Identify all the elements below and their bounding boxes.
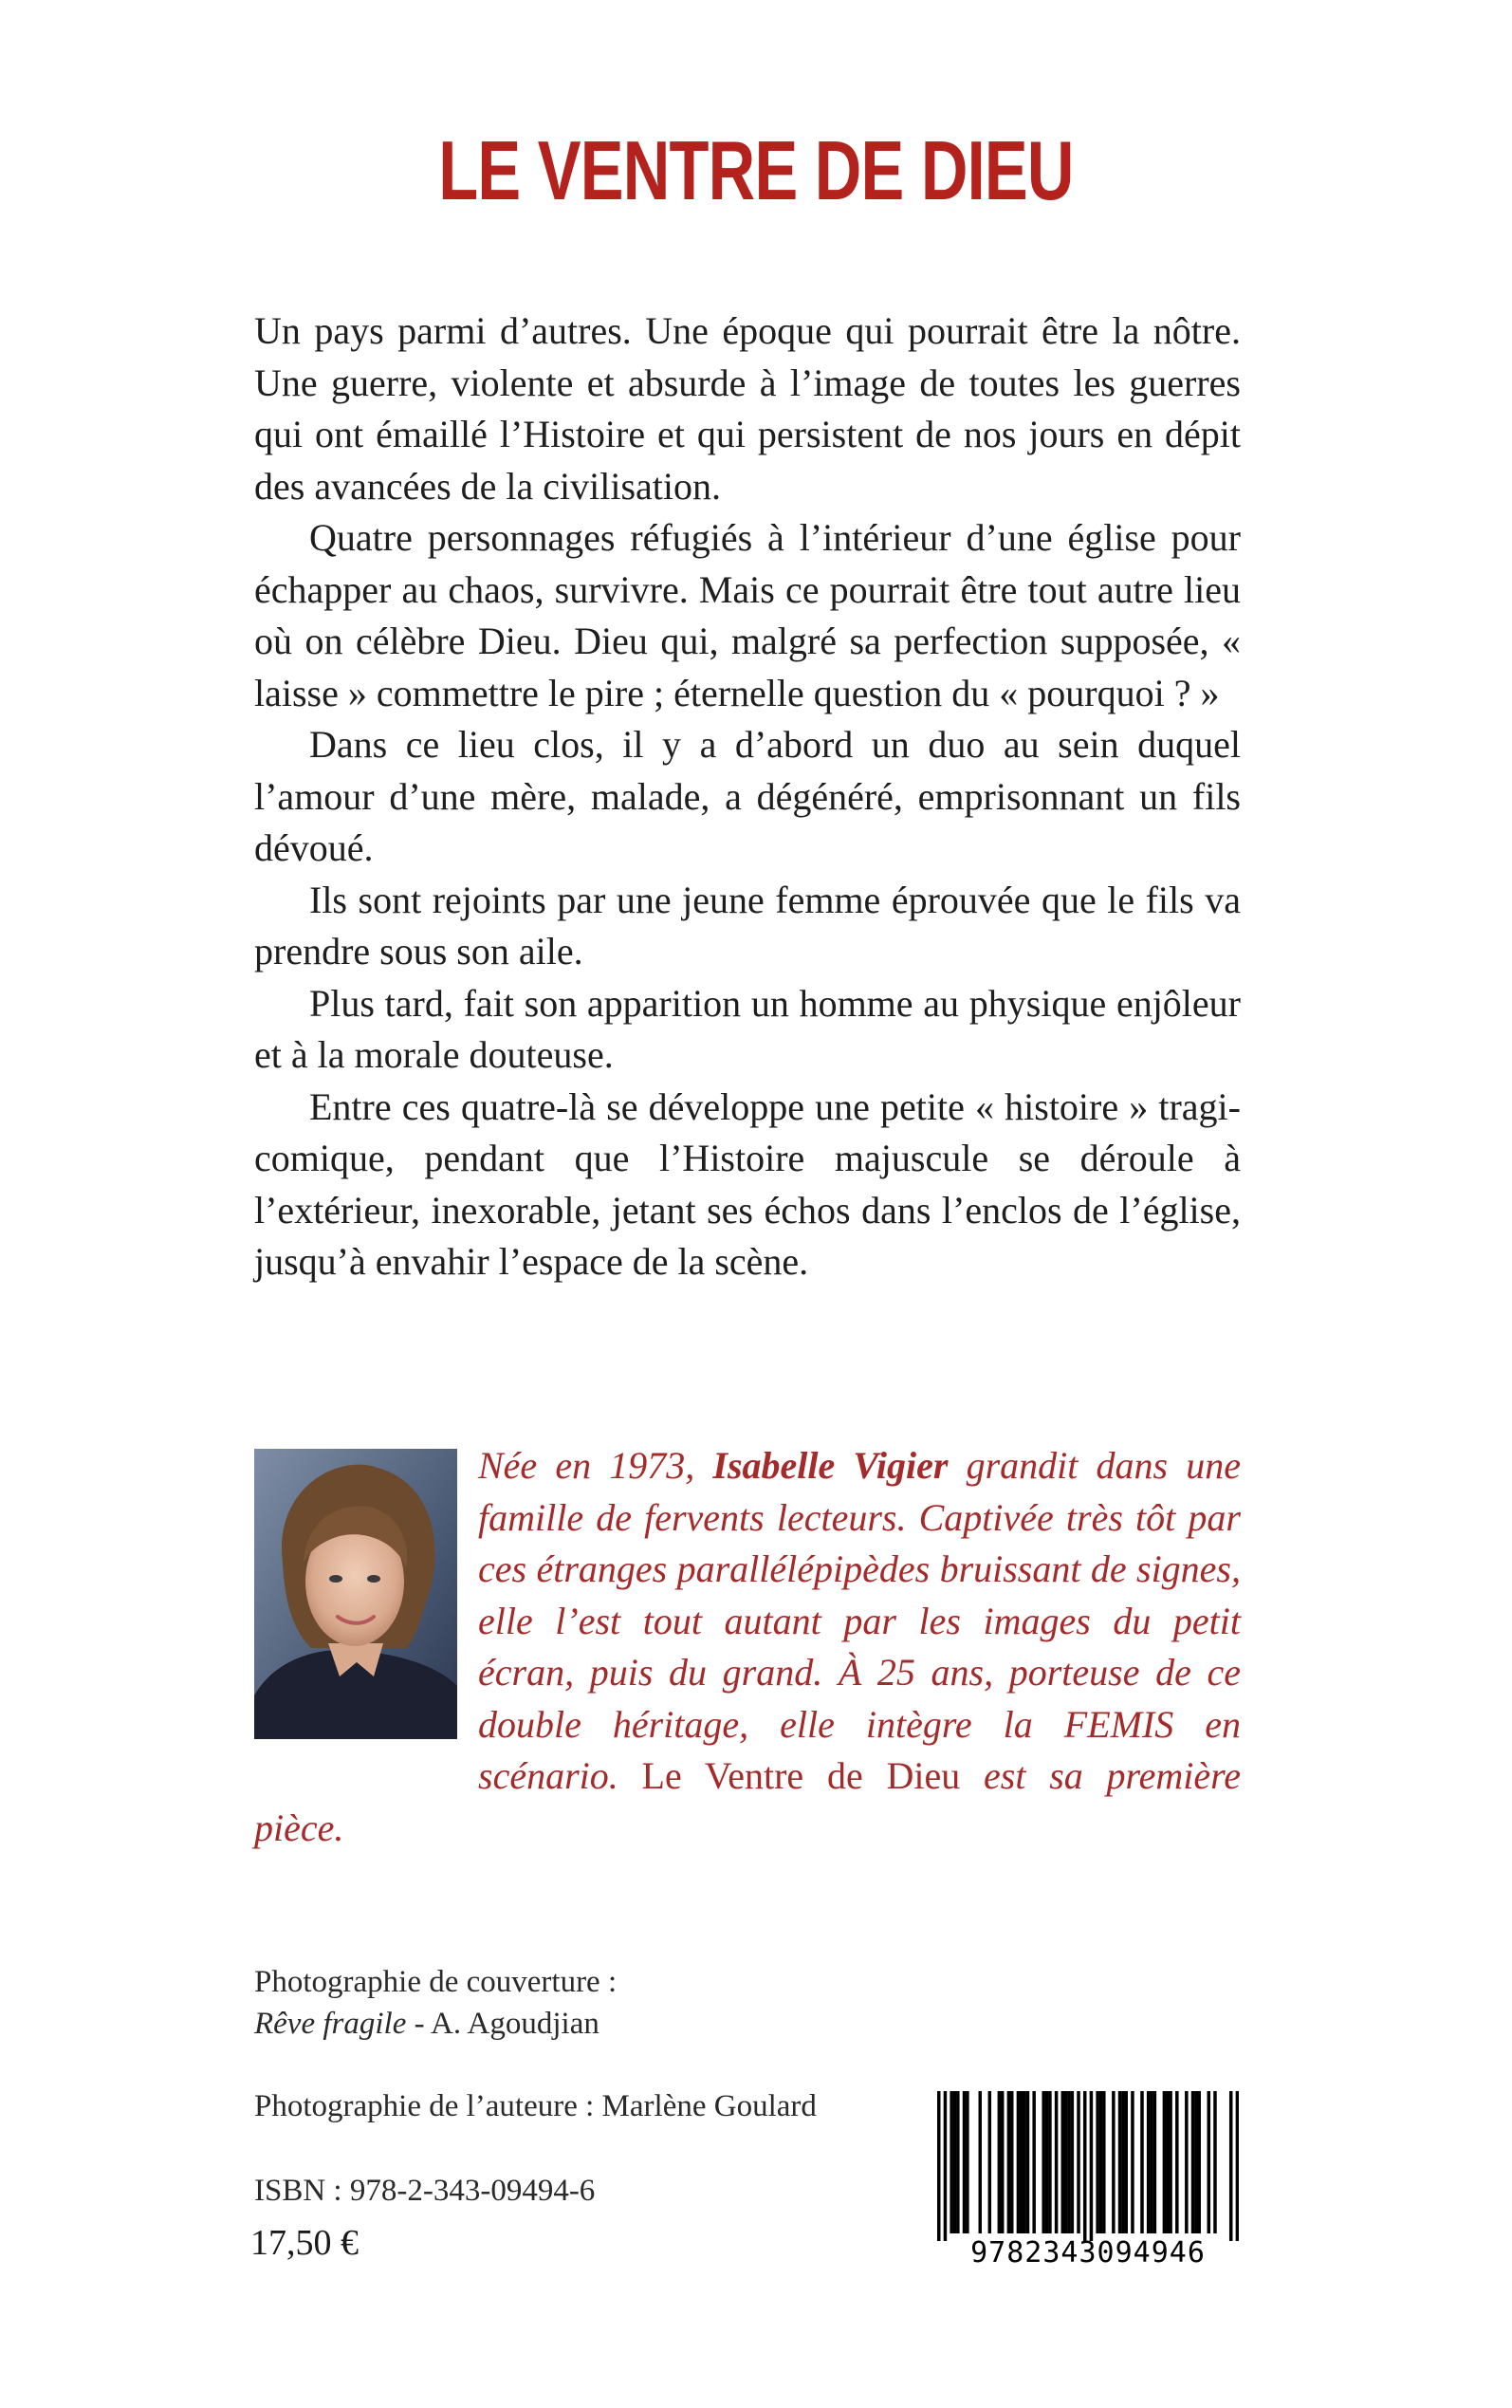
author-bio: [254, 1440, 1241, 1854]
barcode-bar: [1071, 2091, 1075, 2233]
barcode-bar: [1026, 2091, 1030, 2233]
bio-text: grandit dans une famille de fervents lecteurs. Captivée très tôt par ces étranges parallélépipèdes bruissant de signes, elle l’est tout autant par les images du petit écran, puis du grand. À 25 ans, porteuse de ce double héritage, elle intègre la FEMIS en scénario.: [478, 1444, 1241, 1797]
barcode-bar: [1099, 2091, 1103, 2233]
barcode-bar: [1102, 2091, 1106, 2233]
barcode-bar: [1064, 2091, 1068, 2233]
blurb-paragraph: Entre ces quatre-là se développe une petite « histoire » tragi-comique, pendant que l’Histoire majuscule se déroule à l’extérieur, inexorable, jetant ses échos dans l’enclos de l’église, jusqu’à envahir l’espace de la scène.: [254, 1084, 1241, 1283]
cover-credit-label: Photographie de couverture :: [254, 1965, 618, 1999]
barcode-bar: [1124, 2091, 1128, 2233]
isbn-text: ISBN : 978-2-343-09494-6: [254, 2174, 596, 2208]
author-name: Isabelle Vigier: [712, 1444, 949, 1487]
isbn: [254, 2170, 595, 2212]
barcode-bar: [953, 2091, 957, 2233]
barcode-bar: [1197, 2091, 1201, 2233]
barcode-bar: [1229, 2091, 1233, 2241]
cover-credit-line: [254, 2003, 617, 2045]
barcode-bar: [1213, 2091, 1217, 2233]
price: 17,50 €: [250, 2223, 359, 2263]
barcode-bar: [1077, 2091, 1080, 2233]
barcode-bar: [937, 2091, 941, 2241]
barcode-bar: [1121, 2091, 1125, 2233]
author-photo-credit: [254, 2085, 817, 2127]
cover-photo-credit: [254, 1961, 617, 2045]
blurb-paragraph: Dans ce lieu clos, il y a d’abord un duo au sein duquel l’amour d’une mère, malade, a dégénéré, emprisonnant un fils dévoué.: [254, 723, 1241, 869]
barcode-bar: [956, 2091, 960, 2233]
barcode-bar: [1169, 2091, 1172, 2233]
barcode-bar: [1096, 2091, 1099, 2233]
barcode-bar: [1140, 2091, 1144, 2233]
blurb-paragraph: Un pays parmi d’autres. Une époque qui pourrait être la nôtre. Une guerre, violente et absurde à l’image de toutes les guerres qui ont émaillé l’Histoire et qui persistent de nos jours en dépit des avancées de la civilisation.: [254, 309, 1241, 508]
barcode-bar: [1175, 2091, 1179, 2233]
barcode-bar: [998, 2091, 1002, 2233]
author-photo-credit-text: Photographie de l’auteure : Marlène Goulard: [254, 2089, 817, 2123]
barcode-bar: [1191, 2091, 1195, 2233]
barcode-bar: [1208, 2091, 1211, 2233]
barcode-bar: [1163, 2091, 1167, 2233]
barcode-bar: [1045, 2091, 1049, 2233]
barcode-bar: [979, 2091, 983, 2233]
cover-photographer: - A. Agoudjian: [406, 2007, 599, 2041]
barcode-bar: [1010, 2091, 1014, 2233]
barcode-bar: [1147, 2091, 1151, 2233]
barcode-bar: [1166, 2091, 1170, 2233]
barcode-bar: [1020, 2091, 1023, 2233]
barcode-bar: [1131, 2091, 1134, 2233]
barcode-bar: [1007, 2091, 1011, 2233]
barcode-bar: [1112, 2091, 1116, 2233]
barcode-bar: [1236, 2091, 1239, 2241]
barcode-bar: [950, 2091, 953, 2233]
barcode-bar: [1194, 2091, 1198, 2233]
barcode-bar: [1023, 2091, 1026, 2233]
barcode-bar: [1048, 2091, 1052, 2233]
barcode-bar: [1055, 2091, 1059, 2233]
barcode-digits: 9782343094946: [970, 2236, 1206, 2268]
barcode-bar: [1001, 2091, 1005, 2233]
barcode-bar: [988, 2091, 992, 2233]
barcode-bar: [1061, 2091, 1065, 2233]
barcode-bar: [1153, 2091, 1157, 2233]
barcode-bar: [1083, 2091, 1087, 2241]
barcode-bar: [1017, 2091, 1021, 2233]
barcode-bar: [1150, 2091, 1153, 2233]
bio-text: est sa première pièce.: [254, 1754, 1241, 1849]
cover-photo-title: Rêve fragile: [254, 2007, 407, 2041]
barcode-bar: [963, 2091, 967, 2233]
barcode-bar: [1067, 2091, 1071, 2233]
bio-book-title: Le Ventre de Dieu: [641, 1754, 961, 1797]
blurb-text: [254, 306, 1241, 1288]
book-title: LE VENTRE DE DIEU: [438, 123, 1074, 217]
barcode-bar: [1185, 2091, 1189, 2233]
barcode-bar: [1032, 2091, 1036, 2233]
barcode-bar: [944, 2091, 948, 2241]
barcode-bar: [966, 2091, 969, 2233]
barcode: [937, 2091, 1239, 2268]
photo-wrap-spacer: [254, 1440, 478, 1751]
blurb-paragraph: Ils sont rejoints par une jeune femme éprouvée que le fils va prendre sous son aile.: [254, 878, 1241, 972]
barcode-bar: [1090, 2091, 1094, 2241]
blurb-paragraph: Plus tard, fait son apparition un homme au physique enjôleur et à la morale douteuse.: [254, 981, 1241, 1076]
blurb-paragraph: Quatre personnages réfugiés à l’intérieur d’une église pour échapper au chaos, survivre. Mais ce pourrait être tout autre lieu où on célèbre Dieu. Dieu qui, malgré sa perfection supposée, « laisse » commettre le pire ; éternelle question du « pourquoi ? »: [254, 516, 1241, 714]
barcode-bar: [1118, 2091, 1122, 2233]
barcode-bar: [1042, 2091, 1045, 2233]
bio-text: Née en 1973,: [478, 1444, 713, 1487]
